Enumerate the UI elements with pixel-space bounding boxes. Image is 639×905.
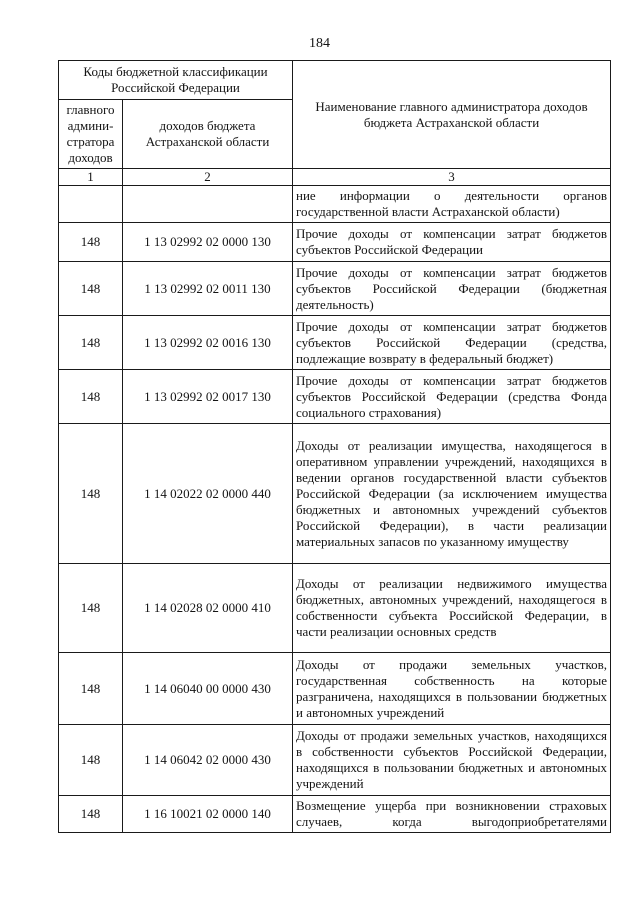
header-name-column: Наименование главного администратора доходов бюджета Астраханской области [293,61,611,169]
table-row [59,796,611,833]
income-code-cell [123,186,293,223]
income-code-cell: 1 14 06040 00 0000 430 [123,653,293,725]
table-row [59,653,611,725]
header-codes-group: Коды бюджетной классификации Российской Федерации [59,61,293,100]
table-row [59,564,611,653]
table-row [59,316,611,370]
admin-code-cell: 148 [59,796,123,833]
admin-code-cell: 148 [59,424,123,564]
page-number: 184 [309,36,330,51]
income-name-cell: Возмещение ущерба при возникновении страховых случаев, когда выгодоприобретателями [293,796,611,833]
income-code-cell: 1 13 02992 02 0016 130 [123,316,293,370]
table-row [59,262,611,316]
admin-code-cell: 148 [59,316,123,370]
column-number-3: 3 [293,169,611,186]
admin-code-cell: 148 [59,725,123,796]
table-row [59,223,611,262]
income-code-cell: 1 14 02022 02 0000 440 [123,424,293,564]
table-row [59,370,611,424]
income-name-cell: Прочие доходы от компенсации затрат бюджетов субъектов Российской Федерации [293,223,611,262]
admin-code-cell: 148 [59,564,123,653]
header-row-group [59,61,611,100]
income-code-cell: 1 13 02992 02 0011 130 [123,262,293,316]
budget-classification-table [58,60,611,833]
income-name-cell: Прочие доходы от компенсации затрат бюджетов субъектов Российской Федерации (средства Фонда социального страхования) [293,370,611,424]
admin-code-cell: 148 [59,262,123,316]
header-income-column: доходов бюджета Астраханской области [123,100,293,169]
column-number-row [59,169,611,186]
table-row [59,186,611,223]
table-row [59,725,611,796]
table-row [59,424,611,564]
income-name-cell: ние информации о деятельности органов государственной власти Астраханской области) [293,186,611,223]
income-code-cell: 1 14 06042 02 0000 430 [123,725,293,796]
income-name-cell: Прочие доходы от компенсации затрат бюджетов субъектов Российской Федерации (бюджетная деятельность) [293,262,611,316]
admin-code-cell: 148 [59,653,123,725]
column-number-2: 2 [123,169,293,186]
admin-code-cell: 148 [59,223,123,262]
income-name-cell: Доходы от реализации недвижимого имущества бюджетных, автономных учреждений, находящегося в собственности субъекта Российской Федерации, в части реализации основных средств [293,564,611,653]
income-name-cell: Доходы от продажи земельных участков, находящихся в собственности субъектов Российской Федерации, находящихся в пользовании бюджетных и автономных учреждений [293,725,611,796]
income-code-cell: 1 16 10021 02 0000 140 [123,796,293,833]
income-name-cell: Доходы от продажи земельных участков, государственная собственность на которые разграничена, находящихся в пользовании бюджетных и автономных учреждений [293,653,611,725]
admin-code-cell: 148 [59,370,123,424]
income-code-cell: 1 13 02992 02 0000 130 [123,223,293,262]
column-number-1: 1 [59,169,123,186]
income-name-cell: Прочие доходы от компенсации затрат бюджетов субъектов Российской Федерации (средства, подлежащие возврату в федеральный бюджет) [293,316,611,370]
admin-code-cell [59,186,123,223]
income-code-cell: 1 13 02992 02 0017 130 [123,370,293,424]
income-code-cell: 1 14 02028 02 0000 410 [123,564,293,653]
income-name-cell: Доходы от реализации имущества, находящегося в оперативном управлении учреждений, находящихся в ведении органов государственной власти субъектов Российской Федерации (за исключением имущества бюджетных и автономных учреждений субъектов Российской Федерации), в части реализации материальных запасов по указанному имуществу [293,424,611,564]
header-admin-column: главного админи-стратора доходов [59,100,123,169]
